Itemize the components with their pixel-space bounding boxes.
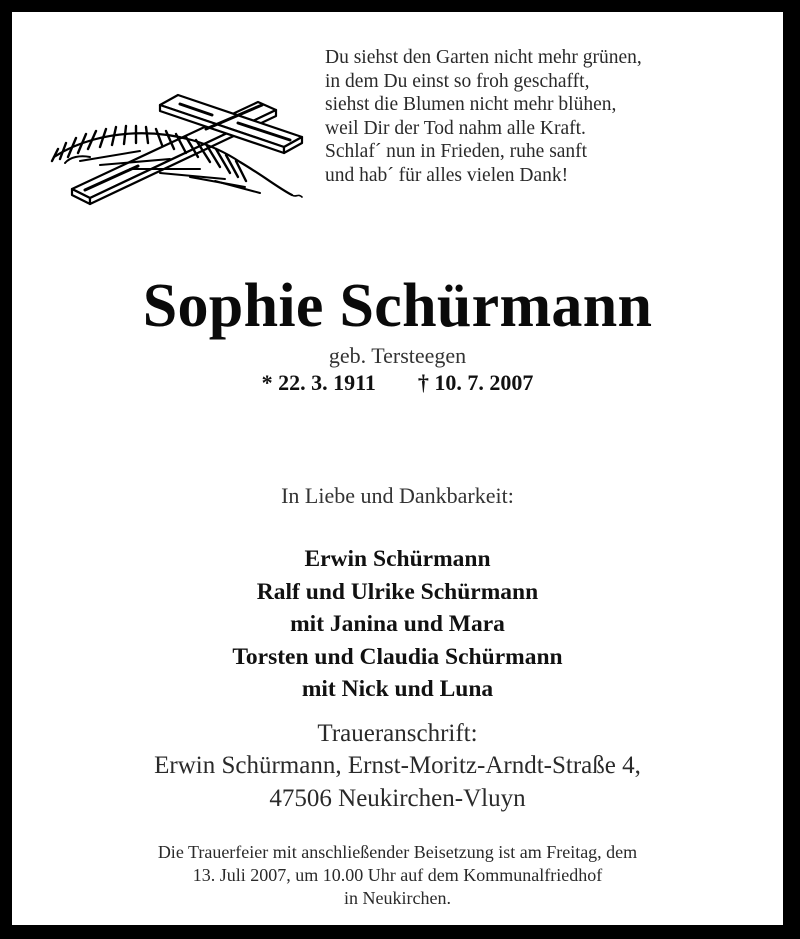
funeral-notice (12, 841, 783, 910)
maiden-name: geb. Tersteegen (328, 343, 467, 368)
mourner-line: Ralf und Ulrike Schürmann (256, 578, 539, 605)
notice-line: Die Trauerfeier mit anschließender Beisetzung ist am Freitag, dem (157, 842, 638, 862)
mourner-line: Torsten und Claudia Schürmann (232, 643, 563, 670)
poem-line: in dem Du einst so froh geschafft, (325, 70, 590, 92)
obituary-notice (12, 12, 783, 925)
mourner-line: mit Nick und Luna (301, 676, 494, 702)
poem-line: Du siehst den Garten nicht mehr grünen, (325, 47, 642, 68)
memorial-poem (325, 46, 765, 187)
notice-line: 13. Juli 2007, um 10.00 Uhr auf dem Kommunalfriedhof (192, 865, 603, 885)
poem-line: siehst die Blumen nicht mehr blühen, (325, 94, 617, 115)
poem-line: Schlaf´ nun in Frieden, ruhe sanft (325, 141, 588, 162)
address-line: 47506 Neukirchen-Vluyn (269, 785, 526, 812)
address-line: Erwin Schürmann, Ernst-Moritz-Arndt-Straße 4, (154, 752, 641, 779)
birth-date: * 22. 3. 1911 (261, 370, 376, 395)
life-dates (12, 369, 783, 397)
cross-with-palm-frond-icon (40, 77, 305, 212)
mourning-address (12, 749, 783, 815)
mourners-intro: In Liebe und Dankbarkeit: (281, 483, 514, 508)
poem-line: und hab´ für alles vielen Dank! (325, 164, 569, 186)
mourners-list (12, 543, 783, 706)
notice-line: in Neukirchen. (344, 888, 451, 908)
mourner-line: Erwin Schürmann (304, 546, 491, 572)
death-date: † 10. 7. 2007 (417, 370, 534, 395)
deceased-name: Sophie Schürmann (142, 272, 653, 340)
poem-line: weil Dir der Tod nahm alle Kraft. (325, 117, 586, 139)
mourner-line: mit Janina und Mara (290, 611, 505, 637)
address-label: Traueranschrift: (317, 720, 478, 747)
